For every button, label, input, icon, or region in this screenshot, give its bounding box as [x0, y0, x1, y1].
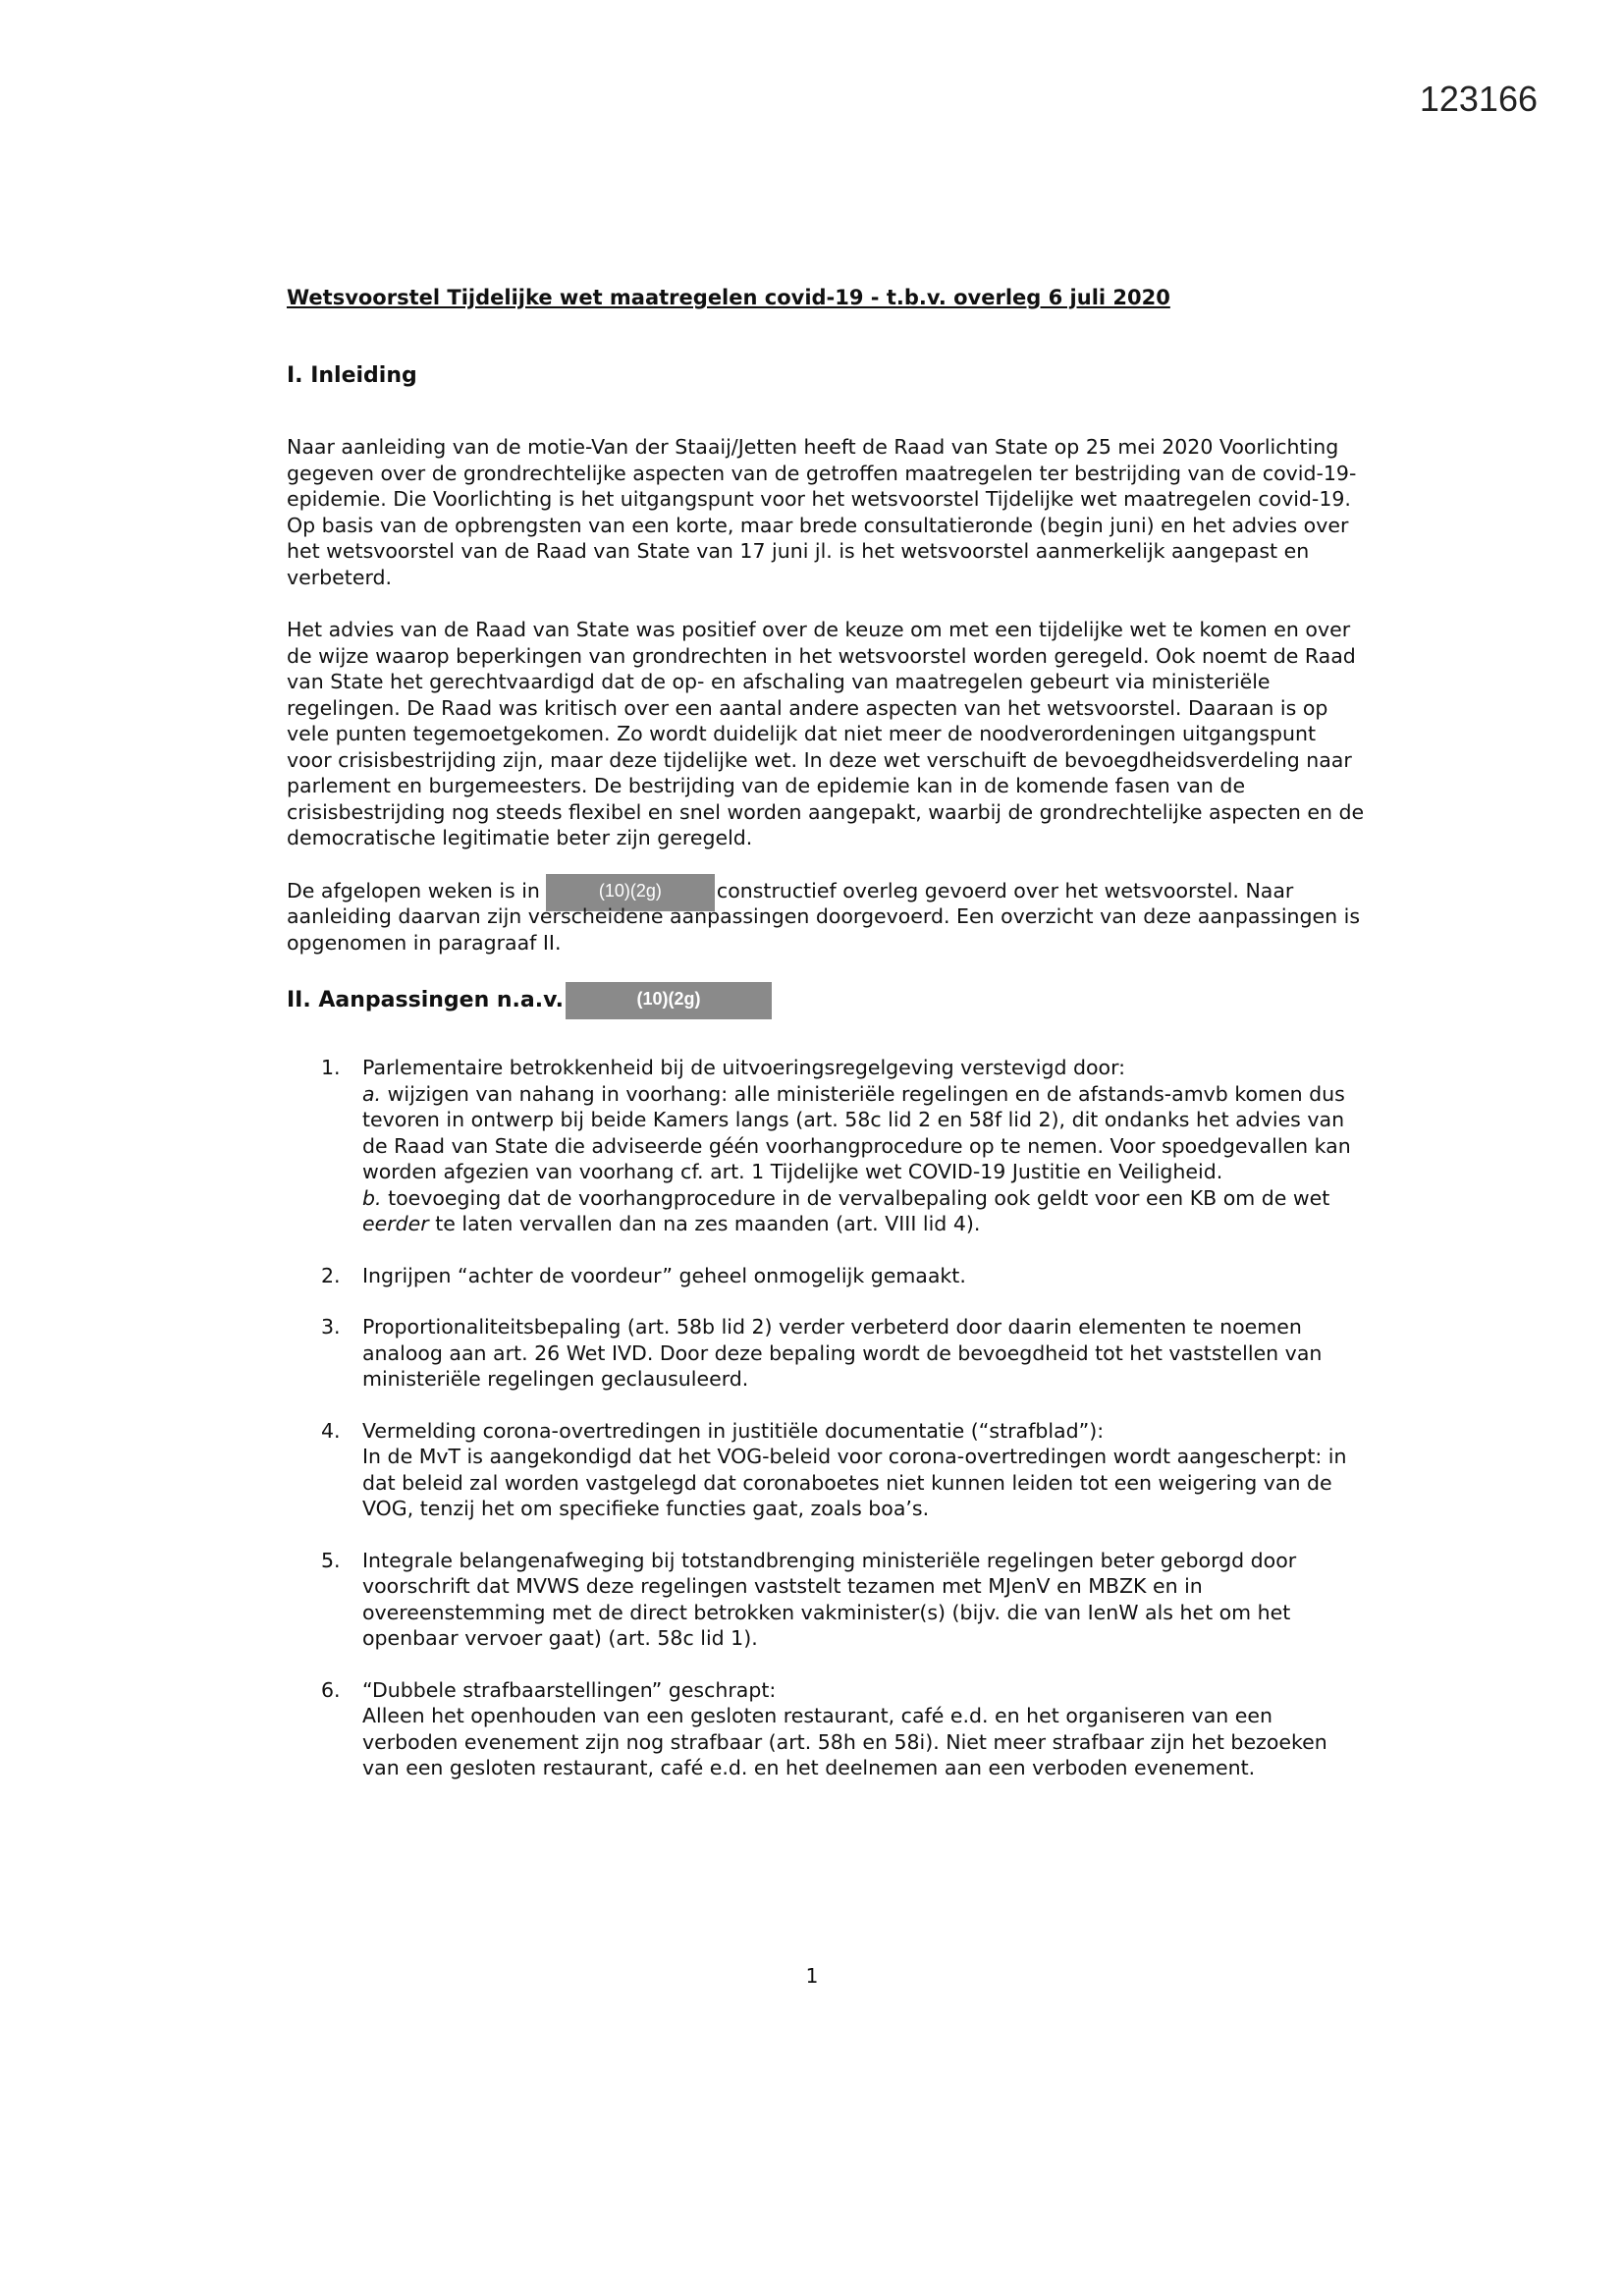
- paragraph-3-end: constructief overleg gevoerd over het wetsvoorstel. Naar aanleiding daarvan zijn verscheidene aanpassingen doorgevoerd. Een overzicht van deze aanpassingen is opgenomen in paragraaf II.: [287, 878, 1361, 955]
- item-text: Vermelding corona-overtredingen in justitiële documentatie (“strafblad”):: [362, 1418, 1105, 1443]
- section-heading-text: II. Aanpassingen n.a.v.: [287, 987, 565, 1012]
- redaction-box: (10)(2g): [546, 874, 715, 911]
- paragraph-3-start: De afgelopen weken is in: [287, 878, 540, 902]
- document-number: 123166: [1419, 79, 1538, 119]
- paragraph-3: [287, 878, 1367, 957]
- item-number: 2.: [321, 1263, 341, 1287]
- redaction-box: (10)(2g): [566, 982, 772, 1019]
- item-text: Ingrijpen “achter de voordeur” geheel onmogelijk gemaakt.: [362, 1263, 966, 1287]
- item-number: 6.: [321, 1677, 341, 1702]
- sub-text-b-1: toevoeging dat de voorhangprocedure in de vervalbepaling ook geldt voor een KB om de wet: [388, 1185, 1330, 1210]
- sub-text-b-2: te laten vervallen dan na zes maanden (art. VIII lid 4).: [435, 1212, 981, 1235]
- sub-text-a: wijzigen van nahang in voorhang: alle ministeriële regelingen en de afstands-amvb komen dus tevoren in ontwerp bij beide Kamers langs (art. 58c lid 2 en 58f lid 2), dit ondanks het advies van de Raad van State die adviseerde géén voorhangprocedure op te nemen. Voor spoedgevallen kan worden afgezien van voorhang cf. art. 1 Tijdelijke wet COVID-19 Justitie en Veiligheid.: [362, 1081, 1351, 1183]
- item-sub-b: [362, 1185, 1367, 1237]
- document-body: [287, 285, 1367, 1807]
- list-item: [287, 1055, 1367, 1237]
- item-sub-text: Alleen het openhouden van een gesloten restaurant, café e.d. en het organiseren van een verboden evenement zijn nog strafbaar (art. 58h en 58i). Niet meer strafbaar zijn het bezoeken van een gesloten restaurant, café e.d. en het deelnemen aan een verboden evenement.: [362, 1704, 1327, 1779]
- sub-label-b: b.: [362, 1185, 382, 1210]
- adjustments-list: [287, 1055, 1367, 1781]
- sub-label-a: a.: [362, 1081, 382, 1106]
- section-heading-aanpassingen: [287, 982, 1367, 1019]
- paragraph-2: Het advies van de Raad van State was positief over de keuze om met een tijdelijke wet te komen en over de wijze waarop beperkingen van grondrechten in het wetsvoorstel worden geregeld. Ook noemt de Raad van State het gerechtvaardigd dat de op- en afschaling van maatregelen gebeurt via ministeriële regelingen. De Raad was kritisch over een aantal andere aspecten van het wetsvoorstel. Daaraan is op vele punten tegemoetgekomen. Zo wordt duidelijk dat niet meer de noodverordeningen uitgangspunt voor crisisbestrijding zijn, maar deze tijdelijke wet. In deze wet verschuift de bevoegdheidsverdeling naar parlement en burgemeesters. De bestrijding van de epidemie kan in de komende fasen van de crisisbestrijding nog steeds flexibel en snel worden aangepakt, waarbij de grondrechtelijke aspecten en de democratische legitimatie beter zijn geregeld.: [287, 618, 1365, 849]
- document-title: Wetsvoorstel Tijdelijke wet maatregelen covid-19 - t.b.v. overleg 6 juli 2020: [287, 286, 1170, 309]
- item-sub-a: [362, 1081, 1367, 1185]
- page-number: 1: [805, 1964, 819, 1988]
- list-item: [287, 1314, 1367, 1393]
- item-number: 1.: [321, 1056, 341, 1079]
- item-text: Integrale belangenafweging bij totstandbrenging ministeriële regelingen beter geborgd door voorschrift dat MVWS deze regelingen vaststelt tezamen met MJenV en MBZK en in overeenstemming met de direct betrokken vakminister(s) (bijv. die van IenW als het om het openbaar vervoer gaat) (art. 58c lid 1).: [362, 1548, 1297, 1650]
- list-item: [287, 1677, 1367, 1781]
- list-item: [287, 1548, 1367, 1652]
- section-heading-inleiding: I. Inleiding: [287, 362, 417, 388]
- paragraph-1: Naar aanleiding van de motie-Van der Staaij/Jetten heeft de Raad van State op 25 mei 2020 Voorlichting gegeven over de grondrechtelijke aspecten van de getroffen maatregelen ter bestrijding van de covid-19-epidemie. Die Voorlichting is het uitgangspunt voor het wetsvoorstel Tijdelijke wet maatregelen covid-19. Op basis van de opbrengsten van een korte, maar brede consultatieronde (begin juni) en het advies over het wetsvoorstel van de Raad van State van 17 juni jl. is het wetsvoorstel aanmerkelijk aangepast en verbeterd.: [287, 435, 1357, 589]
- item-text: Proportionaliteitsbepaling (art. 58b lid 2) verder verbeterd door daarin elementen te noemen analoog aan art. 26 Wet IVD. Door deze bepaling wordt de bevoegdheid tot het vaststellen van ministeriële regelingen geclausuleerd.: [362, 1315, 1323, 1391]
- emphasis-eerder: eerder: [362, 1212, 429, 1235]
- list-item: [287, 1418, 1367, 1522]
- item-number: 4.: [321, 1418, 341, 1443]
- item-sub-text: In de MvT is aangekondigd dat het VOG-beleid voor corona-overtredingen wordt aangescherpt: in dat beleid zal worden vastgelegd dat coronaboetes niet kunnen leiden tot een weigering van de VOG, tenzij het om specifieke functies gaat, zoals boa’s.: [362, 1445, 1347, 1520]
- item-number: 3.: [321, 1315, 341, 1339]
- list-item: [287, 1263, 1367, 1289]
- item-text: “Dubbele strafbaarstellingen” geschrapt:: [362, 1677, 777, 1702]
- item-text: Parlementaire betrokkenheid bij de uitvoeringsregelgeving verstevigd door:: [362, 1056, 1126, 1079]
- item-number: 5.: [321, 1548, 341, 1572]
